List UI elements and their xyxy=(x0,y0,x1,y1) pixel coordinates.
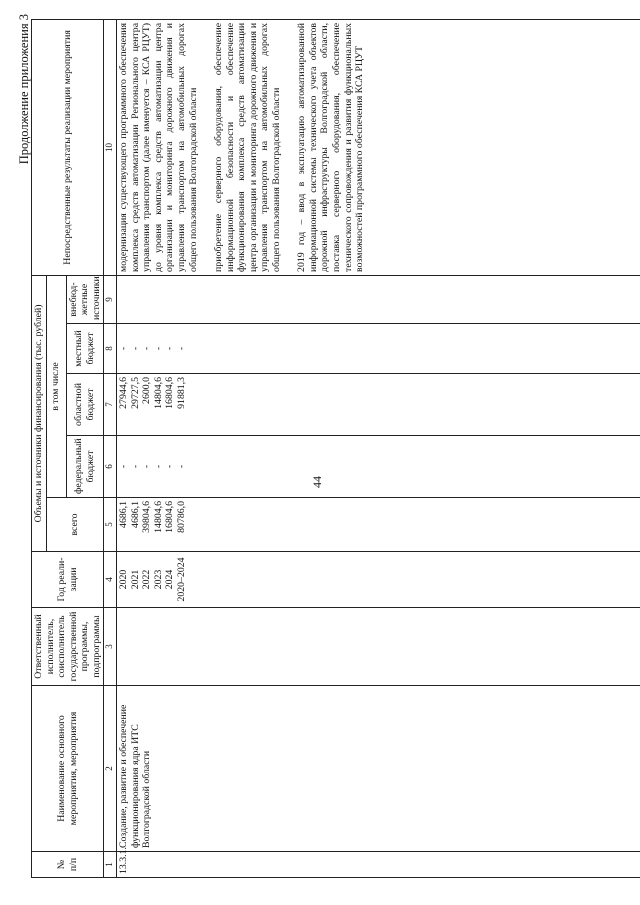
years-cell xyxy=(117,552,640,608)
column-number: 8 xyxy=(104,324,117,374)
regional-cell xyxy=(117,374,640,436)
column-number: 6 xyxy=(104,436,117,498)
header-name: Наименование основного мероприятия, мероприятия xyxy=(32,686,104,852)
executor-cell xyxy=(117,608,640,686)
header-no: № п/п xyxy=(32,852,104,878)
header-results: Непосредственные результаты реализации мероприятия xyxy=(32,19,104,275)
column-number-row xyxy=(104,19,117,877)
header-local: местный бюджет xyxy=(66,324,104,374)
year-value: 2023 xyxy=(152,569,164,590)
total-value: 4686,1 xyxy=(118,501,130,528)
header-federal: федеральный бюджет xyxy=(66,436,104,498)
continuation-note: Продолжение приложения 3 xyxy=(17,14,31,165)
year-value: 2021 xyxy=(129,569,141,590)
local-cell xyxy=(117,324,640,374)
header-total: всего xyxy=(46,498,104,552)
column-number: 1 xyxy=(104,852,117,878)
federal-value: - xyxy=(152,464,164,469)
federal-value: - xyxy=(164,464,176,469)
result-paragraph: приобретение серверного оборудования, обеспечение информационной безопасности и обеспечение функционирования комплекса средств автоматизации центра организации и мониторинга дорожного движения и управления транспортом на автомобильных дорогах общего пользования Волгоградской области xyxy=(213,22,282,272)
year-value: 2024 xyxy=(164,569,176,590)
federal-value: - xyxy=(141,464,153,469)
column-number: 5 xyxy=(104,498,117,552)
year-value: 2020 xyxy=(118,569,130,590)
year-value: 2022 xyxy=(141,569,153,590)
local-value: - xyxy=(164,346,176,351)
column-number: 2 xyxy=(104,686,117,852)
local-value: - xyxy=(129,346,141,351)
header-offbudget: внебюд-жетные источники xyxy=(66,275,104,323)
federal-value: - xyxy=(129,464,141,469)
column-number: 4 xyxy=(104,552,117,608)
result-paragraph: модернизация существующего программного обеспечения комплекса средств автоматизации Регионального центра управления транспортом (далее именуется – КСА РЦУТ) до уровня комплекса средств автоматизации центра организации и мониторинга дорожного движения и управления транспортом на автомобильных дорогах общего пользования Волгоградской области xyxy=(118,22,199,272)
local-value: - xyxy=(118,346,130,351)
landscape-sheet xyxy=(13,12,627,892)
header-regional: областной бюджет xyxy=(66,374,104,436)
federal-value: - xyxy=(176,464,188,469)
total-cell xyxy=(117,498,640,552)
total-value: 39804,6 xyxy=(141,501,153,533)
offbudget-cell xyxy=(117,275,640,323)
regional-value: 14804,6 xyxy=(152,377,164,409)
total-value: 80786,0 xyxy=(176,501,188,533)
table-row xyxy=(117,19,640,877)
regional-value: 29727,5 xyxy=(129,377,141,409)
column-number: 10 xyxy=(104,19,117,275)
column-number: 9 xyxy=(104,275,117,323)
result-paragraph: 2019 год – ввод в эксплуатацию автоматизированной информационной системы технического учета объектов дорожной инфраструктуры Волгоградской области, поставка серверного оборудования, обеспечение технического сопровождения и развития функциональных возможностей программного обеспечения КСА РЦУТ xyxy=(296,22,366,272)
federal-value: - xyxy=(118,464,130,469)
regional-value: 27944,6 xyxy=(118,377,130,409)
header-executor: Ответственный исполнитель, соисполнитель государственной программы, подпрограммы xyxy=(32,608,104,686)
regional-value: 91881,3 xyxy=(176,377,188,409)
activity-name: Создание, развитие и обеспечение функционирования ядра ИТС Волгоградской области xyxy=(117,686,640,852)
year-value: 2020–2024 xyxy=(176,557,188,602)
header-financing: Объемы и источники финансирования (тыс. рублей) xyxy=(32,275,47,551)
header-year: Год реали-зации xyxy=(32,552,104,608)
financing-table xyxy=(31,19,640,878)
local-value: - xyxy=(141,346,153,351)
total-value: 16804,6 xyxy=(164,501,176,533)
total-value: 14804,6 xyxy=(152,501,164,533)
page-number: 44 xyxy=(310,476,324,488)
federal-cell xyxy=(117,436,640,498)
column-number: 3 xyxy=(104,608,117,686)
local-value: - xyxy=(176,346,188,351)
results-cell xyxy=(117,19,640,275)
regional-value: 2600,0 xyxy=(141,377,153,404)
local-value: - xyxy=(152,346,164,351)
column-number: 7 xyxy=(104,374,117,436)
total-value: 4686,1 xyxy=(129,501,141,528)
row-number: 13.3.1. xyxy=(117,852,640,878)
header-including: в том числе xyxy=(46,275,66,497)
regional-value: 16804,6 xyxy=(164,377,176,409)
